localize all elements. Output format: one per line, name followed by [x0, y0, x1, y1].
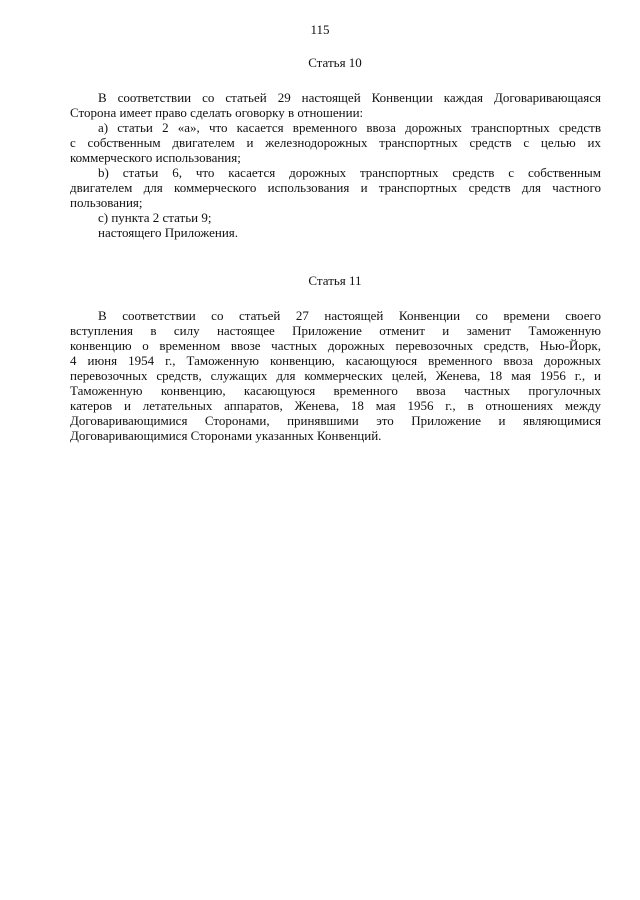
- article-10-line: a) статьи 2 «a», что касается временного ввоза дорожных транспортных средств: [98, 120, 601, 135]
- article-11-line: В соответствии со статьей 27 настоящей Конвенции со времени своего: [98, 308, 601, 323]
- article-10-line: коммерческого использования;: [70, 150, 241, 165]
- article-10-line: с собственным двигателем и железнодорожных транспортных средств с целью их: [70, 135, 601, 150]
- article-11-heading: Статья 11: [308, 273, 362, 288]
- article-10-line: Сторона имеет право сделать оговорку в отношении:: [70, 105, 364, 120]
- article-10-body: [70, 90, 601, 240]
- article-11-line: конвенцию о временном ввозе частных дорожных перевозочных средств, Нью-Йорк,: [70, 338, 601, 353]
- article-10-line: b) статьи 6, что касается дорожных транспортных средств с собственным: [98, 165, 601, 180]
- article-10-line: настоящего Приложения.: [98, 225, 239, 240]
- article-11-line: перевозочных средств, служащих для коммерческих целей, Женева, 18 мая 1956 г., и: [70, 368, 601, 383]
- article-11-line: Договаривающимися Сторонами указанных Конвенций.: [70, 428, 382, 443]
- article-10-line: двигателем для коммерческого использования и транспортных средств для частного: [70, 180, 601, 195]
- article-11-line: катеров и летательных аппаратов, Женева, 18 мая 1956 г., в отношениях между: [70, 398, 601, 413]
- article-11-line: Договаривающимися Сторонами, принявшими это Приложение и являющимися: [70, 413, 601, 428]
- article-11-line: Таможенную конвенцию, касающуюся временного ввоза частных прогулочных: [70, 383, 601, 398]
- article-11-line: 4 июня 1954 г., Таможенную конвенцию, касающуюся временного ввоза дорожных: [70, 353, 601, 368]
- article-11-body: [70, 308, 601, 443]
- article-10-line: пользования;: [70, 195, 143, 210]
- article-10-line: c) пункта 2 статьи 9;: [98, 210, 212, 225]
- article-10-line: В соответствии со статьей 29 настоящей Конвенции каждая Договаривающаяся: [98, 90, 601, 105]
- article-11-line: вступления в силу настоящее Приложение отменит и заменит Таможенную: [70, 323, 601, 338]
- article-10-heading: Статья 10: [308, 55, 362, 70]
- page-number: 115: [310, 22, 330, 37]
